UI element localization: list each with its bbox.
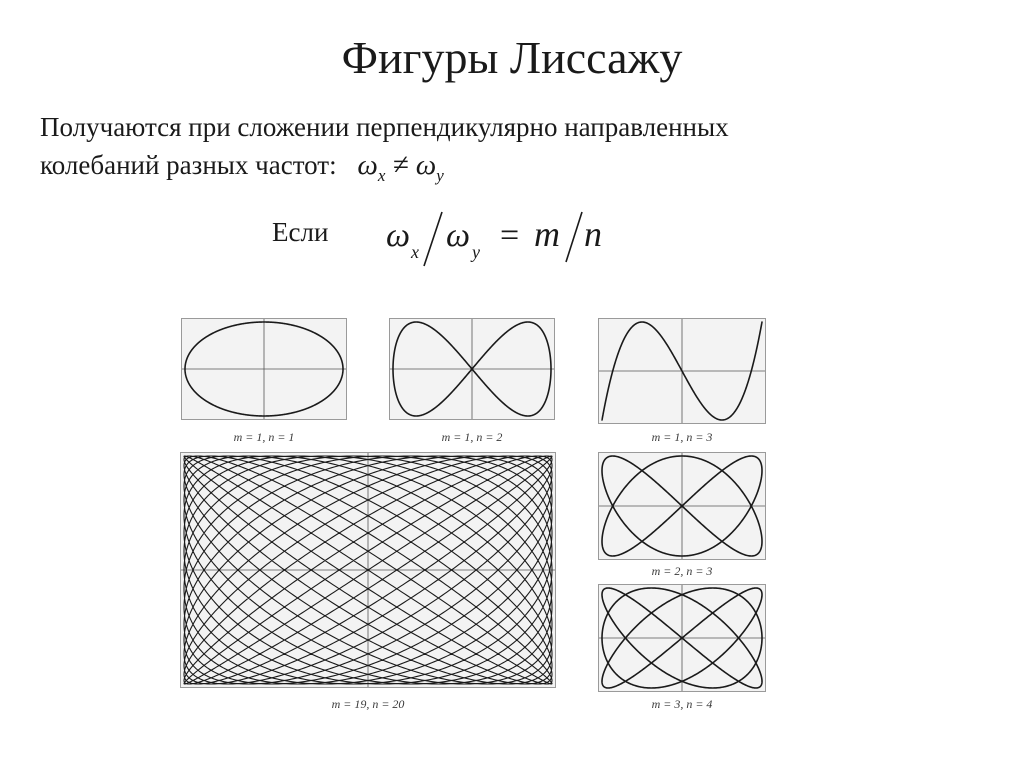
ratio-formula xyxy=(380,206,640,275)
lissajous-figure-2-3 xyxy=(598,452,766,560)
not-equal-symbol: ≠ xyxy=(392,149,409,181)
lissajous-2-3-plot xyxy=(599,453,765,559)
formula-fraction-slash-2 xyxy=(566,212,582,262)
subscript-y: y xyxy=(436,165,444,185)
formula-sub-x: x xyxy=(411,242,419,262)
omega-x-symbol: ω xyxy=(357,149,378,181)
figure-caption-3-4: m = 3, n = 4 xyxy=(651,697,713,711)
figure-caption-1-3: m = 1, n = 3 xyxy=(651,430,713,444)
lissajous-figure-1-3 xyxy=(598,318,766,424)
figure-caption-19-20: m = 19, n = 20 xyxy=(331,697,405,711)
figure-caption-1-2: m = 1, n = 2 xyxy=(441,430,503,444)
subscript-x: x xyxy=(377,165,386,185)
omega-y-symbol: ω xyxy=(415,149,437,181)
lissajous-figure-1-2 xyxy=(389,318,555,420)
lissajous-1-3-plot xyxy=(599,319,765,423)
formula-m: m xyxy=(534,214,560,254)
lissajous-1-2-plot xyxy=(390,319,554,419)
lissajous-figure-19-20 xyxy=(180,452,556,688)
lissajous-figure-1-1 xyxy=(181,318,347,420)
formula-n: n xyxy=(584,214,602,254)
intro-line-1: Получаются при сложении перпендикулярно направленных xyxy=(40,112,729,142)
formula-fraction-slash-1 xyxy=(424,212,442,266)
formula-sub-y: y xyxy=(472,242,480,262)
lissajous-3-4-plot xyxy=(599,585,765,691)
intro-text xyxy=(40,108,729,195)
ratio-formula-svg xyxy=(380,206,640,270)
lissajous-figure-3-4 xyxy=(598,584,766,692)
intro-line-2 xyxy=(40,146,729,195)
formula-omega-1: ω xyxy=(386,217,411,254)
formula-omega-2: ω xyxy=(446,217,471,254)
lissajous-1-1-plot xyxy=(182,319,346,419)
lissajous-19-20-plot xyxy=(181,453,555,687)
figure-caption-1-1: m = 1, n = 1 xyxy=(233,430,295,444)
formula-equals: = xyxy=(500,217,520,254)
condition-label: Если xyxy=(272,217,329,247)
intro-line-2-text: колебаний разных частот: xyxy=(40,150,337,180)
frequency-inequality xyxy=(357,146,443,195)
slide-title: Фигуры Лиссажу xyxy=(341,32,683,83)
figure-caption-2-3: m = 2, n = 3 xyxy=(651,564,713,578)
